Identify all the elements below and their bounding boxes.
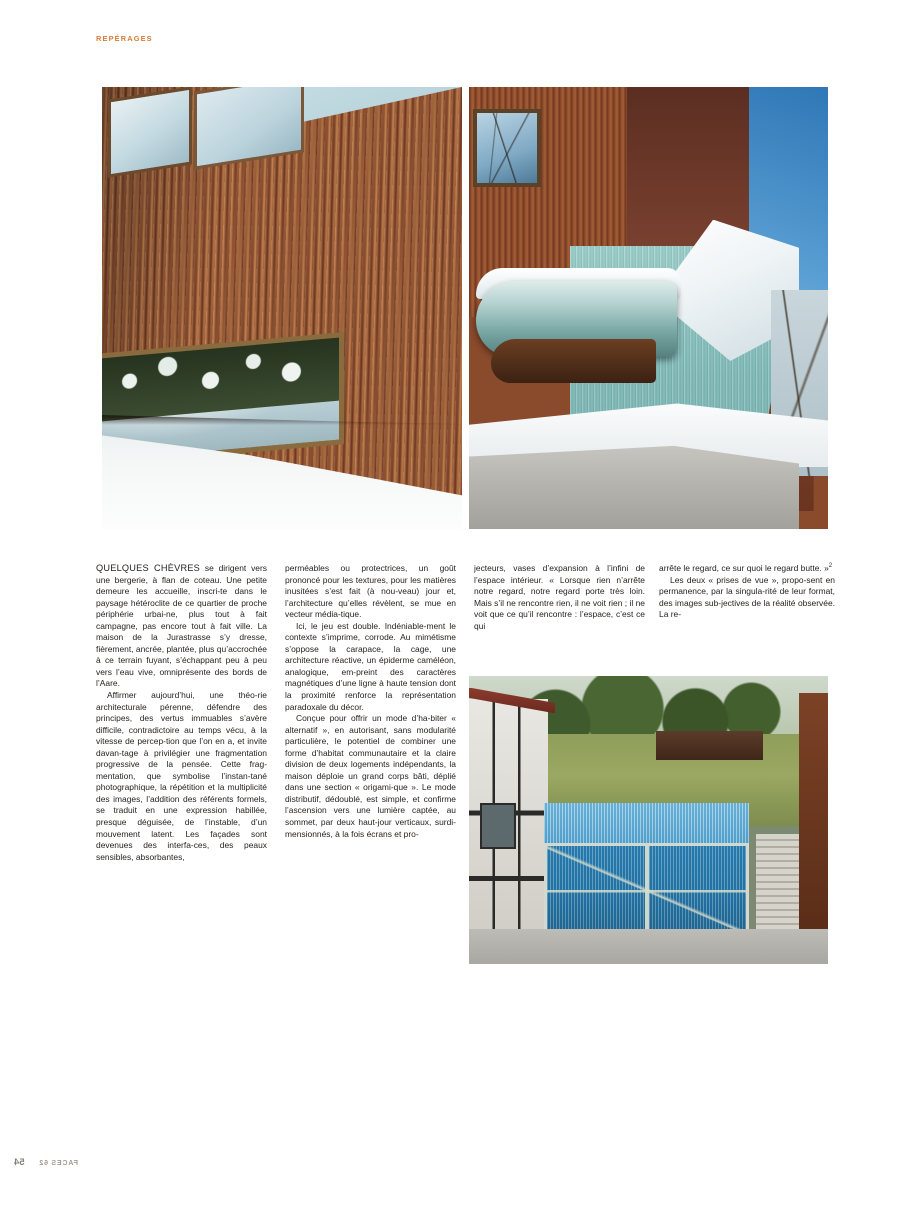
photo2-window-branch-reflection (477, 113, 537, 183)
photo2-window (473, 109, 541, 187)
photo1-upper-window-left (108, 87, 192, 178)
paragraph: Conçue pour offrir un mode d’ha-biter « alternatif », en autorisant, sans modularité particulière, le potentiel de combiner une forme d’habitat communautaire et la claire division de deux logements indépendants, la maison déploie un grand corps bâti, déplié dans une section « origami-que ». Le mode distributif, dédoublé, est simple, et confirme l’ascension vers une lumière captée, au sommet, par deux haut-jour verticaux, surdi-mensionnés, à la fois écrans et pro- (285, 713, 456, 839)
photo-entrance-canopy (469, 87, 828, 529)
photo2-canopy-underside (491, 339, 656, 383)
text-column-1 (96, 563, 267, 863)
paragraph: Ici, le jeu est double. Indéniable-ment le contexte s’imprime, corrode. Au mimétisme s’oppose la carapace, la cage, une architecture réactive, un épiderme caméléon, analogique, em-preint des caractères magnétiques d’une ligne à haute tension dont la proximité renforce la représentation paradoxale du décor. (285, 620, 456, 712)
paragraph: QUELQUES CHÈVRES se dirigent vers une bergerie, à flan de coteau. Une petite demeure les accueille, inscri-te dans le paysage hétéroclite de ce quartier de proche périphérie urbai-ne, plus tout à fait campagne, pas encore tout à fait ville. La maison de la Jurastrasse s’y dresse, fièrement, ancrée, plantée, plus qu’accrochée à ce terrain fuyant, s’échappant peu à peu vers l’eau vive, omniprésente des bords de l’Aare. (96, 563, 268, 689)
running-head: REPÉRAGES (96, 34, 153, 43)
footer-issue-label: FACES 62 (38, 1160, 79, 1167)
paragraph: Les deux « prises de vue », propo-sent en permanence, par la singula-rité de leur format, des images sub-jectives de la réalité observée. La re- (659, 574, 835, 620)
photo3-blue-translucent-band (544, 803, 749, 849)
photo3-wooden-hut (656, 731, 764, 760)
text-column-3 (474, 563, 645, 632)
footnote-marker: 2 (828, 563, 833, 570)
photo-copper-facade (102, 87, 462, 529)
photo3-concrete-forecourt (469, 929, 828, 964)
photo3-blue-garage-doors (544, 843, 749, 935)
paragraph: jecteurs, vases d’expansion à l’infini de l’espace intérieur. « Lorsque rien n’arrête notre regard, notre regard porte très loin. Mais s’il ne rencontre rien, il ne voit rien ; il ne voit que ce qu’il rencontre : l’espace, c’est ce qui (474, 563, 645, 631)
photo3-corten-wall (799, 693, 828, 935)
lead-in-small-caps: QUELQUES CHÈVRES (96, 563, 201, 573)
photo-summer-garage-doors (469, 676, 828, 964)
paragraph: perméables ou protectrices, un goût prononcé pour les textures, pour les matières inusitées s’est fait (à nou-veau) jour et, l’architecture qu’elles révèlent, se mue en vecteur média-tique. (285, 563, 456, 620)
text-column-2 (285, 563, 456, 840)
paragraph: arrête le regard, ce sur quoi le regard butte. »$^2$ (659, 563, 833, 573)
photo3-neighbour-window (480, 803, 516, 849)
footer-page-number: 54 (14, 1157, 25, 1168)
photo3-door-centre-mullion (645, 846, 649, 932)
photo1-window-reflection (102, 338, 339, 422)
text-column-4 (659, 563, 835, 621)
paragraph: Affirmer aujourd’hui, une théo-rie architecturale pérenne, défendre des principes, des vertus immuables s’avère difficile, contradictoire au temps vécu, à la vitesse de percep-tion que l’on en a, et invite davan-tage à privilégier une fragmentation progressive de la pensée. Cette frag-mentation, que symbolise l’instan-tané photographique, la répétition et la multiplicité des images, l’addition des référents formels, se traduit en une expression habillée, presque déguisée, de l’instable, d’un mouvement latent. Les façades sont devenues des interfa-ces, des peaux sensibles, absorbantes, (96, 690, 267, 862)
page-footer (14, 1157, 78, 1168)
